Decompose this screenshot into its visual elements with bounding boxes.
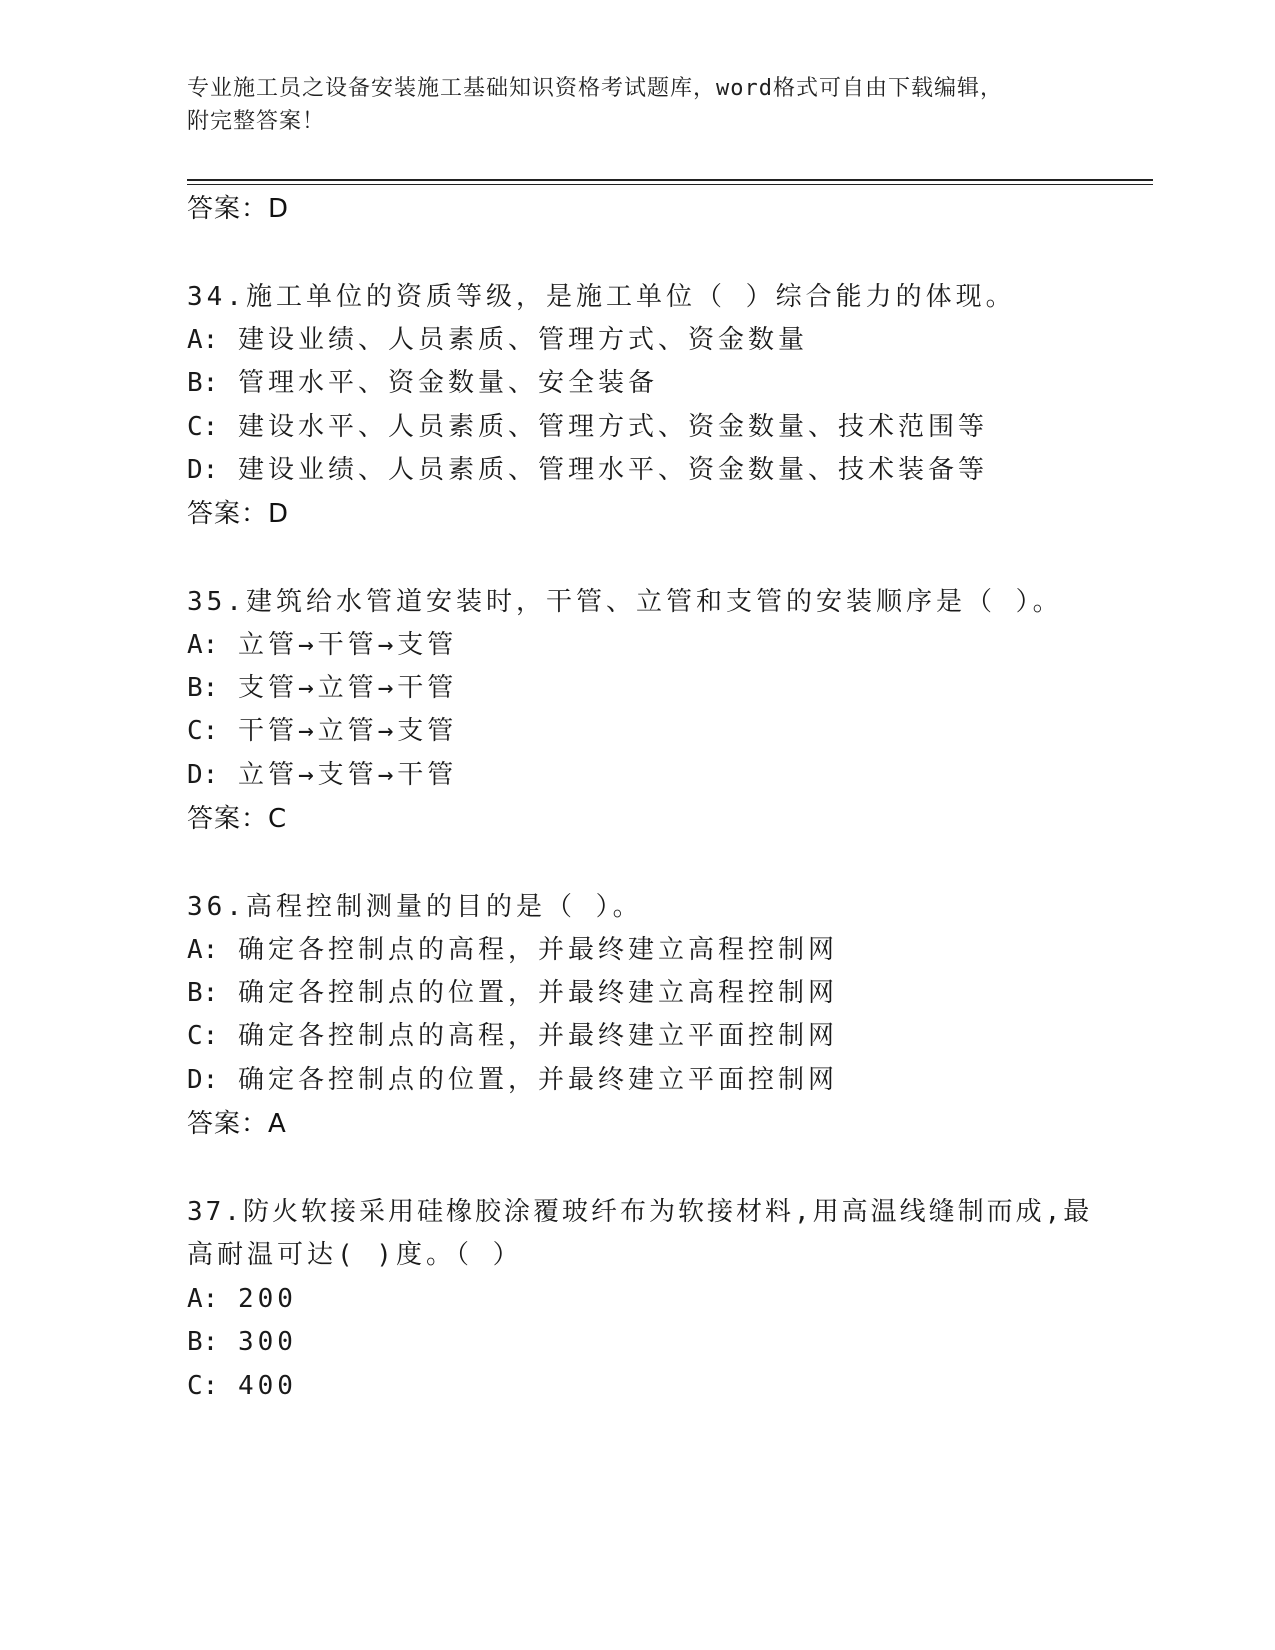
option-key: C: [187, 716, 219, 746]
option-text: 建设业绩、人员素质、管理水平、资金数量、技术装备等 [237, 455, 988, 485]
answer-prefix: 答案： [187, 1109, 269, 1139]
question-36-option-c [187, 1019, 838, 1053]
option-text: 确定各控制点的位置，并最终建立高程控制网 [237, 978, 838, 1008]
question-35-option-b [187, 671, 457, 705]
question-37-stem-line-1: 37.防火软接采用硅橡胶涂覆玻纤布为软接材料,用高温线缝制而成,最 [187, 1197, 1093, 1227]
question-36-answer [187, 1107, 287, 1141]
answer-value: A [268, 1109, 287, 1139]
question-37-option-a [187, 1282, 297, 1316]
option-text: 管理水平、资金数量、安全装备 [237, 368, 658, 398]
question-36-option-d [187, 1063, 838, 1097]
answer-prefix: 答案： [187, 499, 269, 529]
question-34-option-a [187, 323, 808, 357]
question-35-answer [187, 802, 287, 836]
option-text: 确定各控制点的高程，并最终建立高程控制网 [237, 935, 838, 965]
question-36-option-a [187, 933, 838, 967]
question-35-option-d [187, 758, 457, 792]
question-34-answer [187, 497, 289, 531]
option-text: 确定各控制点的高程，并最终建立平面控制网 [237, 1021, 838, 1051]
option-key: B: [187, 368, 219, 398]
option-key: D: [187, 760, 219, 790]
option-text: 立管→支管→干管 [237, 760, 458, 790]
option-key: C: [187, 1371, 219, 1401]
question-37-option-b [187, 1325, 297, 1359]
option-text: 300 [237, 1327, 297, 1357]
option-key: B: [187, 1327, 219, 1357]
header-line-2: 附完整答案！ [187, 109, 326, 134]
question-34-option-b [187, 366, 658, 400]
question-35-option-c [187, 714, 457, 748]
answer-line-prev [187, 192, 289, 226]
option-key: A: [187, 630, 219, 660]
header-divider-thin [187, 184, 1153, 185]
answer-value: D [268, 499, 290, 529]
option-key: B: [187, 673, 219, 703]
answer-value: D [268, 194, 290, 224]
option-text: 200 [237, 1284, 297, 1314]
option-text: 支管→立管→干管 [237, 673, 458, 703]
option-key: D: [187, 1065, 219, 1095]
answer-prefix: 答案： [187, 804, 269, 834]
option-key: D: [187, 455, 219, 485]
header-line-1: 专业施工员之设备安装施工基础知识资格考试题库，word格式可自由下载编辑， [187, 76, 1003, 101]
option-text: 干管→立管→支管 [237, 716, 458, 746]
question-37-stem-line-2: 高耐温可达( )度。（ ） [187, 1240, 523, 1270]
option-text: 立管→干管→支管 [237, 630, 458, 660]
option-key: A: [187, 325, 219, 355]
option-text: 确定各控制点的位置，并最终建立平面控制网 [237, 1065, 838, 1095]
option-key: C: [187, 1021, 219, 1051]
option-key: A: [187, 935, 219, 965]
question-34-option-c [187, 410, 988, 444]
question-37-option-c [187, 1369, 297, 1403]
option-key: B: [187, 978, 219, 1008]
document-header [187, 72, 1087, 138]
question-34-stem: 34.施工单位的资质等级，是施工单位（ ）综合能力的体现。 [187, 282, 1016, 312]
option-text: 建设业绩、人员素质、管理方式、资金数量 [237, 325, 808, 355]
answer-prefix: 答案： [187, 194, 269, 224]
answer-value: C [268, 804, 288, 834]
option-key: C: [187, 412, 219, 442]
option-key: A: [187, 1284, 219, 1314]
question-35-option-a [187, 628, 457, 662]
option-text: 400 [237, 1371, 297, 1401]
question-36-option-b [187, 976, 838, 1010]
question-34-option-d [187, 453, 988, 487]
question-35-stem: 35.建筑给水管道安装时，干管、立管和支管的安装顺序是（ ）。 [187, 587, 1063, 617]
header-divider [187, 179, 1153, 181]
question-36-stem: 36.高程控制测量的目的是（ ）。 [187, 892, 643, 922]
option-text: 建设水平、人员素质、管理方式、资金数量、技术范围等 [237, 412, 988, 442]
